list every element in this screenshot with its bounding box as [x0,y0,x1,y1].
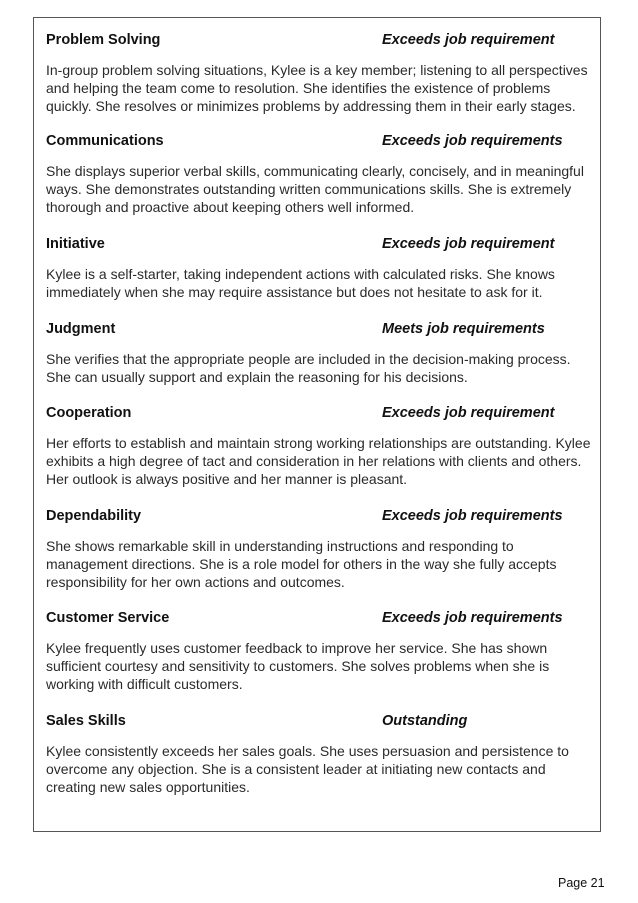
section-communications [46,133,594,216]
section-customer-service [46,610,594,693]
section-text: In-group problem solving situations, Kylee is a key member; listening to all perspectives and helping the team come to resolution. She identifies the existence of problems quickly. She resolves or minimizes problems by addressing them in their early stages. [46,62,588,114]
section-initiative [46,236,594,301]
section-title: Sales Skills [46,713,126,729]
section-title: Cooperation [46,405,132,421]
section-rating: Exceeds job requirements [382,610,563,626]
section-rating: Meets job requirements [382,321,545,337]
section-rating: Outstanding [382,713,468,729]
section-title: Communications [46,133,164,149]
section-text: Kylee is a self-starter, taking independent actions with calculated risks. She knows immediately when she may require assistance but does not hesitate to ask for it. [46,266,555,300]
section-rating: Exceeds job requirement [382,405,555,421]
section-header [46,713,594,733]
section-text: Her efforts to establish and maintain strong working relationships are outstanding. Kylee exhibits a high degree of tact and consideration in her relations with clients and others. Her outlook is always positive and her manner is pleasant. [46,435,591,487]
section-text: Kylee consistently exceeds her sales goals. She uses persuasion and persistence to overcome any objection. She is a consistent leader at initiating new contacts and creating new sales opportunities. [46,743,569,795]
section-title: Customer Service [46,610,170,626]
section-problem-solving [46,32,594,115]
section-rating: Exceeds job requirement [382,32,555,48]
page-number: Page 21 [558,876,605,890]
section-rating: Exceeds job requirement [382,236,555,252]
section-cooperation [46,405,594,488]
section-header [46,610,594,630]
section-text: She shows remarkable skill in understanding instructions and responding to management directions. She is a role model for others in the way she fully accepts responsibility for her own actions and outcomes. [46,538,557,590]
section-title: Dependability [46,508,142,524]
section-text: Kylee frequently uses customer feedback to improve her service. She has shown sufficient courtesy and sensitivity to customers. She solves problems when she is working with difficult customers. [46,640,550,692]
section-header [46,508,594,528]
section-rating: Exceeds job requirements [382,508,563,524]
section-sales-skills [46,713,594,796]
section-header [46,236,594,256]
section-rating: Exceeds job requirements [382,133,563,149]
section-header [46,405,594,425]
section-header [46,32,594,52]
section-judgment [46,321,594,386]
section-text: She verifies that the appropriate people are included in the decision-making process. She can usually support and explain the reasoning for his decisions. [46,351,571,385]
section-header [46,133,594,153]
section-header [46,321,594,341]
section-title: Initiative [46,236,105,252]
section-text: She displays superior verbal skills, communicating clearly, concisely, and in meaningful ways. She demonstrates outstanding written communications skills. She is extremely thorough and proactive about keeping others well informed. [46,163,584,215]
section-dependability [46,508,594,591]
section-title: Judgment [46,321,116,337]
section-title: Problem Solving [46,32,161,48]
